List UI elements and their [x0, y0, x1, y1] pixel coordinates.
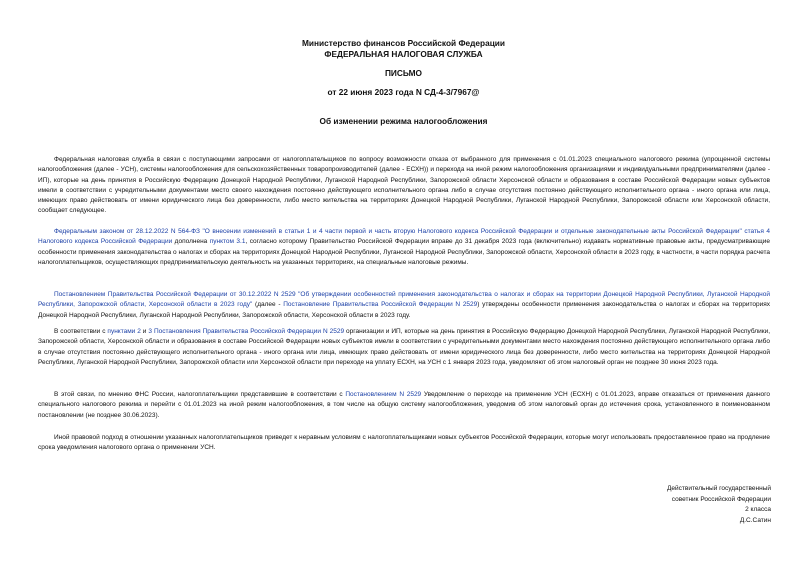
- service-name: ФЕДЕРАЛЬНАЯ НАЛОГОВАЯ СЛУЖБА: [324, 48, 483, 59]
- paragraph-6-text: Иной правовой подход в отношении указанных налогоплательщиков приведет к неравным условиям с налогоплательщиками новых субъектов Российской Федерации, которые могут использовать предоставленное право на продление срока уведомления налогового органа о применении УСН.: [38, 434, 770, 452]
- paragraph-5: В этой связи, по мнению ФНС России, налогоплательщики представившие в соответствии с Постановлением N 2529 Уведомление о переходе на применение УСН (ЕСХН) с 01.01.2023, вправе отказаться от применения данного специального налогового режима и перейти с 01.01.2023 на иной режим налогообложения, в том числе на общую систему налогообложения, уведомив об этом налоговый орган до истечения срока, установленного в поименованном постановлении (не позднее 30.06.2023).: [38, 391, 771, 419]
- signer-class: 2 класса: [745, 506, 771, 514]
- resolution-2529-link[interactable]: Постановлением Правительства Российской Федерации от 30.12.2022 N 2529 "Об утверждении особенностей применения законодательства о налогах и сборах на территории Донецкой Народной Республики, Луганской Народной Республики, Запорожской области, Херсонской области в 2023 году": [38, 291, 770, 309]
- ministry-name: Министерство финансов Российской Федерации: [301, 38, 506, 48]
- resolution-2529-short-link[interactable]: Постановление Правительства Российской Федерации N 2529: [283, 301, 478, 309]
- paragraph-1-text: Федеральная налоговая служба в связи с поступающими запросами от налогоплательщиков по вопросу возможности отказа от выбранного для применения с 01.01.2023 специального налогового режима (упрощенной системы налогообложения (далее - УСН), системы налогообложения для сельскохозяйственных товаропроизводителей (далее - ЕСХН)) и перехода на иной режим налогообложения организациями и индивидуальными предпринимателями (далее - ИП), которые на день принятия в Российскую Федерацию Донецкой Народной Республики, Луганской Народной Республики, Запорожской области Херсонской области и образования в составе Российской Федерации новых субъектов имели в соответствии с учредительными документами место своего нахождения постоянно действующего исполнительного органа либо в случае отсутствия постоянно действующего исполнительного органа - иного органа или лица, имеющих право действовать от имени юридического лица без доверенности, либо место жительства на территориях Донецкой Народной Республики, Луганской Народной Республики, Запорожской области или Херсонской области, сообщает следующее.: [38, 156, 770, 215]
- signer-title-1: Действительный государственный: [667, 485, 771, 492]
- paragraph-1: [38, 155, 770, 217]
- tax-code-article-4-link[interactable]: статья 4 Налогового кодекса Российской Федерации: [38, 228, 770, 246]
- clause-2-link[interactable]: пунктами 2: [107, 328, 141, 335]
- clause-3-resolution-2529-link[interactable]: 3 Постановления Правительства Российской Федерации N 2529: [148, 328, 345, 335]
- signer-name: Д.С.Сатин: [739, 516, 771, 524]
- document-number: от 22 июня 2023 года N СД-4-3/7967@: [327, 87, 480, 97]
- paragraph-3: Постановлением Правительства Российской Федерации от 30.12.2022 N 2529 "Об утверждении особенностей применения законодательства о налогах и сборах на территории Донецкой Народной Республики, Луганской Народной Республики, Запорожской области, Херсонской области в 2023 году" (далее - Постановление Правительства Российской Федерации N 2529) утверждены особенности применения законодательства о налогах и сборах на территориях Донецкой Народной Республики, Луганской Народной Республики, Запорожской области, Херсонской области в 2023 году.: [38, 291, 770, 319]
- paragraph-4: В соответствии с пунктами 2 и 3 Постановления Правительства Российской Федерации N 2529 организации и ИП, которые на день принятия в Российскую Федерацию Донецкой Народной Республики, Луганской Народной Республики, Запорожской области, Херсонской области и образования в составе Российской Федерации новых субъектов имели в соответствии с учредительными документами место нахождения постоянно действующего исполнительного органа либо в случае отсутствия постоянно действующего исполнительного органа - иного органа или лица, имеющих право действовать от имени юридического лица без доверенности, либо место жительства на территориях Донецкой Народной Республики, Луганской Народной Республики, Запорожской области или Херсонской области при переходе на уплату ЕСХН, на УСН с 1 января 2023 года, уведомляют об этом налоговый орган не позднее 30 июня 2023 года.: [38, 328, 771, 366]
- federal-law-564-link[interactable]: Федеральным законом от 28.12.2022 N 564-ФЗ "О внесении изменений в статьи 1 и 4 части первой и часть вторую Налогового кодекса Российской Федерации и отдельные законодательные акты Российской Федерации": [54, 228, 742, 235]
- document-subject: Об изменении режима налогообложения: [319, 116, 488, 126]
- clause-3-1-link[interactable]: пунктом 3.1: [209, 238, 246, 246]
- document-header: [0, 38, 807, 59]
- document-type: ПИСЬМО: [384, 68, 423, 78]
- paragraph-2: Федеральным законом от 28.12.2022 N 564-ФЗ "О внесении изменений в статьи 1 и 4 части первой и часть вторую Налогового кодекса Российской Федерации и отдельные законодательные акты Российской Федерации" статья 4 Налогового кодекса Российской Федерации дополнена пунктом 3.1, согласно которому Правительство Российской Федерации вправе до 31 декабря 2023 года (включительно) издавать нормативные правовые акты, предусматривающие особенности применения законодательства о налогах и сборах на территориях Донецкой Народной Республики, Луганской Народной Республики, Запорожской области, Херсонской области в 2023 году, в частности, в части порядка расчета налогоплательщиков, осуществляющих предпринимательскую деятельность на указанных территориях, на специальные налоговые режимы.: [38, 228, 771, 266]
- paragraph-6: [38, 433, 770, 454]
- signer-title-2: советник Российской Федерации: [671, 495, 771, 503]
- signature-block: [667, 484, 771, 526]
- resolution-2529-ref-link[interactable]: Постановлением N 2529: [345, 391, 422, 398]
